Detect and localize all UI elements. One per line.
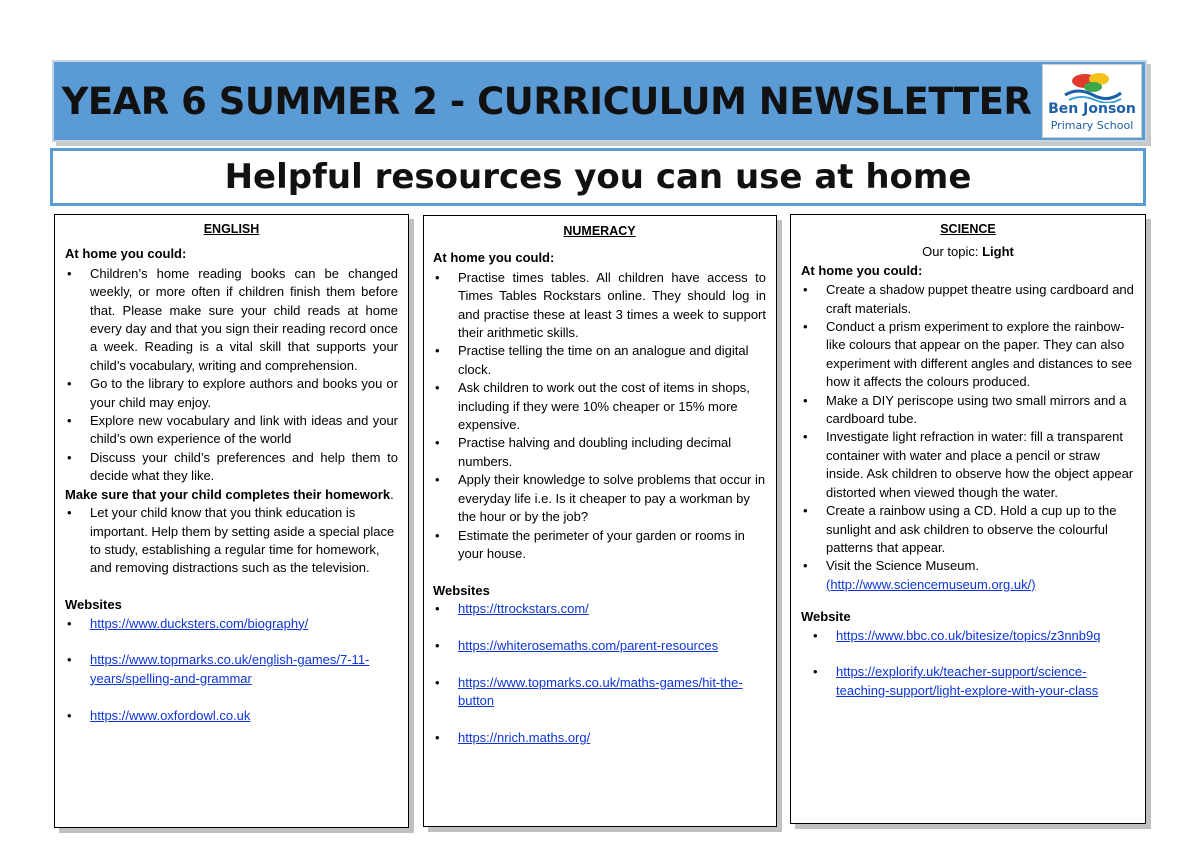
- list-item: • Explore new vocabulary and link with ideas and your child’s own experience of the world: [65, 412, 398, 449]
- link-ducksters[interactable]: https://www.ducksters.com/biography/: [90, 615, 309, 631]
- numeracy-links: [433, 600, 766, 747]
- homework-note: [65, 486, 398, 504]
- newsletter-title: YEAR 6 SUMMER 2 - CURRICULUM NEWSLETTER: [61, 79, 1032, 123]
- list-item: [65, 615, 398, 633]
- science-heading: SCIENCE: [940, 222, 996, 236]
- list-item: [65, 651, 398, 688]
- list-item: • Create a rainbow using a CD. Hold a cup up to the sunlight and ask children to observe the colourful patterns that appear.: [801, 502, 1135, 557]
- list-item: • Practise times tables. All children have access to Times Tables Rockstars online. They should log in and practise these at least 3 times a week to support their arithmetic skills.: [433, 269, 766, 343]
- list-item: • Create a shadow puppet theatre using cardboard and craft materials.: [801, 281, 1135, 318]
- english-list: [65, 265, 398, 486]
- list-item: [65, 707, 398, 725]
- list-item: • Estimate the perimeter of your garden or rooms in your house.: [433, 527, 766, 564]
- list-item: • Let your child know that you think education is important. Help them by setting aside a special place to study, establishing a regular time for homework, and removing distractions such as the television.: [65, 504, 398, 578]
- link-explorify[interactable]: https://explorify.uk/teacher-support/science-teaching-support/light-explore-with-your-class: [836, 664, 1099, 698]
- header-banner: [52, 60, 1147, 142]
- homework-dot: .: [390, 486, 394, 502]
- list-item: [433, 600, 766, 618]
- science-website-heading: Website: [801, 609, 851, 625]
- list-item: • Practise telling the time on an analogue and digital clock.: [433, 342, 766, 379]
- link-topmarks-english[interactable]: https://www.topmarks.co.uk/english-games/7-11-years/spelling-and-grammar: [90, 652, 370, 686]
- link-nrich[interactable]: https://nrich.maths.org/: [458, 729, 591, 745]
- museum-text: Visit the Science Museum.: [826, 558, 979, 574]
- list-item: • Children’s home reading books can be changed weekly, or more often if children finish them before that. Please make sure your child reads at home every day and that you sign their reading record once a week. Reading is a vital skill that supports your child’s vocabulary, writing and comprehension.: [65, 265, 398, 375]
- list-item: • Investigate light refraction in water: fill a transparent container with water and place a pencil or straw inside. Ask children to observe how the object appear distorted when viewed though the water.: [801, 428, 1135, 502]
- list-item: • Go to the library to explore authors and books you or your child may enjoy.: [65, 375, 398, 412]
- page-subtitle: Helpful resources you can use at home: [50, 148, 1146, 206]
- link-sciencemuseum[interactable]: (http://www.sciencemuseum.org.uk/): [826, 576, 1036, 592]
- school-logo: [1042, 64, 1142, 138]
- link-whiterose[interactable]: https://whiterosemaths.com/parent-resources: [458, 637, 719, 653]
- numeracy-websites-heading: Websites: [433, 582, 490, 598]
- english-panel: [54, 214, 409, 828]
- list-item: • Make a DIY periscope using two small mirrors and a cardboard tube.: [801, 392, 1135, 429]
- list-item: [433, 729, 766, 747]
- link-topmarks-maths[interactable]: https://www.topmarks.co.uk/maths-games/hit-the-button: [458, 674, 743, 709]
- homework-list: [65, 504, 398, 578]
- science-intro: At home you could:: [801, 262, 923, 278]
- topic-label: Our topic:: [922, 244, 983, 260]
- english-links: [65, 615, 398, 725]
- list-item: [811, 663, 1135, 700]
- list-item: [801, 557, 1135, 594]
- link-bbc-bitesize[interactable]: https://www.bbc.co.uk/bitesize/topics/z3nnb9q: [836, 627, 1101, 643]
- numeracy-heading: NUMERACY: [563, 224, 636, 238]
- english-intro: At home you could:: [65, 246, 187, 262]
- english-websites-heading: Websites: [65, 597, 122, 613]
- list-item: [811, 627, 1135, 645]
- numeracy-intro: At home you could:: [433, 250, 555, 266]
- list-item: [433, 674, 766, 711]
- numeracy-panel: [423, 215, 777, 827]
- list-item: • Discuss your child’s preferences and help them to decide what they like.: [65, 449, 398, 486]
- logo-subtitle: Primary School: [1050, 119, 1134, 132]
- list-item: • Ask children to work out the cost of items in shops, including if they were 10% cheaper or 15% more expensive.: [433, 379, 766, 434]
- science-links: [801, 627, 1135, 701]
- homework-bold: Make sure that your child completes their homework: [65, 486, 391, 502]
- logo-name: Ben Jonson: [1048, 101, 1136, 117]
- link-oxfordowl[interactable]: https://www.oxfordowl.co.uk: [90, 707, 251, 723]
- science-topic: [801, 243, 1135, 261]
- list-item: • Practise halving and doubling including decimal numbers.: [433, 434, 766, 471]
- science-panel: [790, 214, 1146, 824]
- numeracy-list: [433, 269, 766, 564]
- list-item: [433, 637, 766, 655]
- logo-fish-icon: [1063, 69, 1123, 103]
- topic-value: Light: [982, 244, 1014, 260]
- list-item: • Apply their knowledge to solve problems that occur in everyday life i.e. Is it cheaper to pay a workman by the hour or by the job?: [433, 471, 766, 526]
- science-list: [801, 281, 1135, 594]
- list-item: • Conduct a prism experiment to explore the rainbow-like colours that appear on the paper. They can also experiment with different angles and distances to see how it affects the colours produced.: [801, 318, 1135, 392]
- english-heading: ENGLISH: [203, 222, 260, 236]
- link-ttrockstars[interactable]: https://ttrockstars.com/: [458, 601, 589, 617]
